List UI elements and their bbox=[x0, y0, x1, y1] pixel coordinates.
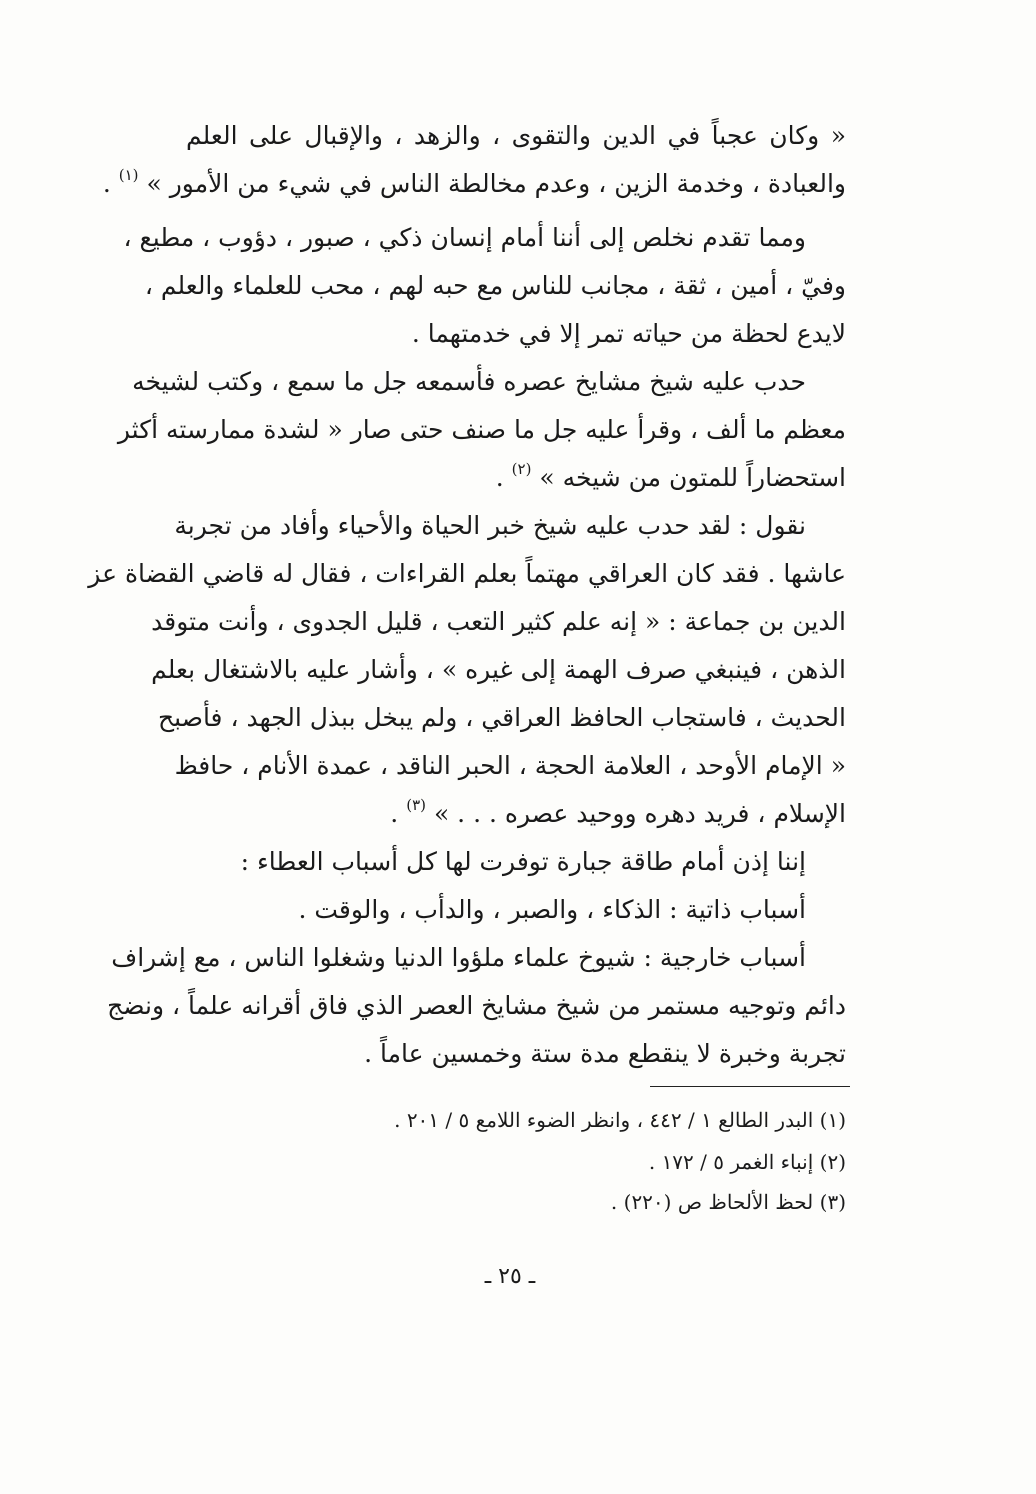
body-line: نقول : لقد حدب عليه شيخ خبر الحياة والأحياء وأفاد من تجربة bbox=[174, 511, 806, 540]
footnote-ref: (١) bbox=[118, 166, 139, 184]
punctuation: . bbox=[495, 463, 504, 492]
punctuation: . bbox=[390, 799, 399, 828]
body-line bbox=[102, 166, 846, 200]
footnote: (٢) إنباء الغمر ٥ / ١٧٢ . bbox=[648, 1150, 846, 1174]
footnote-separator bbox=[650, 1086, 850, 1087]
body-line: « وكان عجباً في الدين والتقوى ، والزهد ، والإقبال على العلم bbox=[186, 121, 846, 150]
body-line: الذهن ، فينبغي صرف الهمة إلى غيره » ، وأشار عليه بالاشتغال بعلم bbox=[151, 655, 846, 684]
body-line: أسباب ذاتية : الذكاء ، والصبر ، والدأب ، والوقت . bbox=[298, 895, 806, 924]
body-line: حدب عليه شيخ مشايخ عصره فأسمعه جل ما سمع ، وكتب لشيخه bbox=[132, 367, 806, 396]
footnote: (٣) لحظ الألحاظ ص (٢٢٠) . bbox=[610, 1190, 846, 1214]
body-line: معظم ما ألف ، وقرأ عليه جل ما صنف حتى صار « لشدة ممارسته أكثر bbox=[117, 415, 846, 444]
body-line: الدين بن جماعة : « إنه علم كثير التعب ، قليل الجدوى ، وأنت متوقد bbox=[151, 607, 846, 636]
body-line-text: الإسلام ، فريد دهره ووحيد عصره . . . » bbox=[433, 799, 846, 828]
body-line bbox=[186, 798, 846, 830]
body-line: دائم وتوجيه مستمر من شيخ مشايخ العصر الذي فاق أقرانه علماً ، ونضج bbox=[107, 991, 846, 1020]
body-line: تجربة وخبرة لا ينقطع مدة ستة وخمسين عاماً . bbox=[364, 1039, 846, 1068]
footnote-ref: (٣) bbox=[406, 796, 426, 814]
body-line: ومما تقدم نخلص إلى أننا أمام إنسان ذكي ، صبور ، دؤوب ، مطيع ، bbox=[123, 223, 806, 252]
body-line bbox=[186, 462, 846, 494]
punctuation: . bbox=[102, 169, 111, 198]
body-line: الحديث ، فاستجاب الحافظ العراقي ، ولم يبخل ببذل الجهد ، فأصبح bbox=[158, 703, 846, 732]
footnote-ref: (٢) bbox=[511, 460, 532, 478]
body-line-text: والعبادة ، وخدمة الزين ، وعدم مخالطة الناس في شيء من الأمور » bbox=[146, 169, 846, 198]
footnote: (١) البدر الطالع ١ / ٤٤٢ ، وانظر الضوء اللامع ٥ / ٢٠١ . bbox=[394, 1108, 846, 1132]
body-line: وفيّ ، أمين ، ثقة ، مجانب للناس مع حبه لهم ، محب للعلماء والعلم ، bbox=[144, 271, 846, 300]
body-line: إننا إذن أمام طاقة جبارة توفرت لها كل أسباب العطاء : bbox=[240, 847, 806, 876]
page-number: ـ ٢٥ ـ bbox=[484, 1264, 536, 1289]
body-line: عاشها . فقد كان العراقي مهتماً بعلم القراءات ، فقال له قاضي القضاة عز bbox=[88, 559, 846, 588]
body-line: أسباب خارجية : شيوخ علماء ملؤوا الدنيا وشغلوا الناس ، مع إشراف bbox=[111, 943, 806, 972]
body-line: « الإمام الأوحد ، العلامة الحجة ، الحبر الناقد ، عمدة الأنام ، حافظ bbox=[174, 751, 846, 780]
body-line: لايدع لحظة من حياته تمر إلا في خدمتهما . bbox=[411, 319, 846, 348]
body-line-text: استحضاراً للمتون من شيخه » bbox=[539, 463, 846, 492]
